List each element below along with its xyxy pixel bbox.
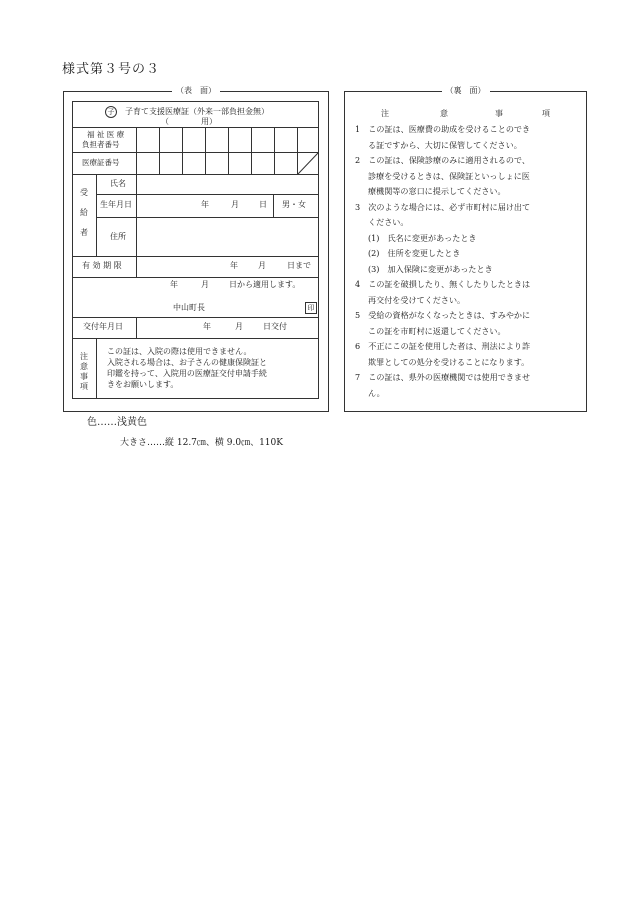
note-line-2: 入院される場合は、お子さんの健康保険証と bbox=[107, 358, 267, 367]
notes-label-3: 事 bbox=[80, 372, 88, 381]
apply-year: 年 bbox=[170, 280, 178, 289]
note-line-1: この証は、入院の際は使用できません。 bbox=[107, 347, 252, 356]
rule bbox=[274, 127, 275, 174]
front-label: （表 面） bbox=[172, 86, 220, 95]
back-note-line: 診療を受けるときは、保険証といっしょに医 bbox=[368, 170, 530, 181]
back-panel bbox=[344, 86, 587, 412]
card-title: 子育て支援医療証（外来一部負担金無） bbox=[125, 107, 269, 116]
back-note-line: (2) 住所を変更したとき bbox=[368, 248, 461, 258]
back-note-line: 3 次のような場合には、必ず市町村に届け出て bbox=[355, 201, 531, 212]
sex-field: 男・女 bbox=[282, 200, 306, 209]
notes-label-2: 意 bbox=[80, 362, 88, 371]
note-line-4: きをお願いします。 bbox=[107, 380, 179, 389]
issue-month: 月 bbox=[235, 322, 243, 331]
rule bbox=[73, 152, 318, 153]
mayor-label: 中山町長 bbox=[173, 303, 205, 312]
back-note-line: 2 この証は、保険診療のみに適用されるので、 bbox=[355, 155, 530, 165]
back-note-line: この証を市町村に返還してください。 bbox=[368, 325, 506, 336]
rule bbox=[73, 338, 318, 339]
birth-day: 日 bbox=[259, 200, 267, 209]
crossed-cell bbox=[297, 152, 319, 175]
back-note-line: 療機関等の窓口に提示してください。 bbox=[368, 186, 506, 196]
recipient-label-2: 給 bbox=[80, 208, 88, 217]
rule bbox=[96, 338, 97, 398]
rule bbox=[136, 256, 137, 277]
front-label-wrap bbox=[64, 84, 328, 98]
back-notes-list bbox=[355, 122, 577, 401]
issue-date-label: 交付年月日 bbox=[83, 322, 123, 331]
back-label: （裏 面） bbox=[442, 86, 490, 95]
back-note-line: 1 この証は、医療費の助成を受けることのでき bbox=[355, 124, 531, 134]
card-subtitle: （ 用） bbox=[161, 117, 217, 126]
back-note-line: (1) 氏名に変更があったとき bbox=[368, 232, 477, 243]
back-heading-char: 項 bbox=[542, 109, 550, 118]
form-title: 様式第３号の３ bbox=[62, 62, 161, 77]
welfare-no-label-1: 福 祉 医 療 bbox=[87, 130, 125, 139]
rule bbox=[73, 277, 318, 278]
back-note-line: 5 受給の資格がなくなったときは、すみやかに bbox=[355, 310, 531, 320]
notes-label-4: 項 bbox=[80, 382, 88, 391]
rule bbox=[73, 174, 318, 175]
issue-day: 日交付 bbox=[263, 322, 287, 331]
rule bbox=[136, 317, 137, 338]
apply-day: 日から適用します。 bbox=[229, 280, 301, 289]
issue-year: 年 bbox=[203, 322, 211, 331]
notes-label-1: 注 bbox=[80, 352, 88, 361]
recipient-label-3: 者 bbox=[80, 228, 88, 237]
color-note: 色……浅黄色 bbox=[87, 417, 147, 428]
rule bbox=[96, 217, 318, 218]
medical-certificate-card bbox=[72, 101, 319, 399]
rule bbox=[73, 317, 318, 318]
rule bbox=[228, 127, 229, 174]
back-note-line: 欺罪としての処分を受けることになります。 bbox=[368, 356, 530, 367]
back-note-line: 6 不正にこの証を使用した者は、刑法により詐 bbox=[355, 341, 531, 351]
valid-day: 日まで bbox=[287, 261, 311, 270]
back-label-wrap bbox=[345, 84, 586, 98]
back-note-line: ん。 bbox=[368, 387, 385, 398]
front-panel bbox=[63, 86, 329, 412]
rule bbox=[73, 127, 318, 128]
address-label: 住所 bbox=[110, 232, 126, 241]
back-heading-char: 事 bbox=[495, 109, 503, 118]
birthdate-label: 生年月日 bbox=[100, 200, 132, 209]
card-mark: 子 bbox=[105, 106, 117, 118]
rule bbox=[205, 127, 206, 174]
note-line-3: 印鑑を持って、入院用の医療証交付申請手続 bbox=[107, 369, 267, 378]
birth-month: 月 bbox=[231, 200, 239, 209]
back-note-line: 再交付を受けてください。 bbox=[368, 294, 466, 305]
apply-month: 月 bbox=[201, 280, 209, 289]
valid-year: 年 bbox=[230, 261, 238, 270]
back-note-line: 7 この証は、県外の医療機関では使用できませ bbox=[355, 372, 531, 382]
back-note-line: ください。 bbox=[368, 217, 409, 227]
rule bbox=[73, 256, 318, 257]
recipient-label-1: 受 bbox=[80, 188, 88, 197]
rule bbox=[251, 127, 252, 174]
back-heading-char: 意 bbox=[440, 109, 448, 118]
rule bbox=[159, 127, 160, 174]
back-note-line: 4 この証を破損したり、無くしたりしたときは bbox=[355, 279, 531, 289]
rule bbox=[96, 194, 318, 195]
rule bbox=[96, 174, 97, 256]
valid-month: 月 bbox=[258, 261, 266, 270]
rule bbox=[273, 194, 274, 217]
cert-no-label: 医療証番号 bbox=[82, 158, 120, 167]
rule bbox=[136, 127, 137, 174]
seal-mark: 印 bbox=[305, 302, 317, 314]
back-heading-char: 注 bbox=[381, 109, 389, 118]
rule bbox=[136, 174, 137, 256]
birth-year: 年 bbox=[201, 200, 209, 209]
rule bbox=[182, 127, 183, 174]
valid-period-label: 有 効 期 限 bbox=[82, 261, 122, 270]
back-note-line: る証ですから、大切に保管してください。 bbox=[368, 139, 522, 150]
name-label: 氏名 bbox=[110, 179, 126, 188]
size-note: 大きさ……縦 12.7㎝、横 9.0㎝、110K bbox=[120, 438, 283, 448]
back-note-line: (3) 加入保険に変更があったとき bbox=[368, 263, 493, 274]
welfare-no-label-2: 負担者番号 bbox=[82, 140, 120, 149]
